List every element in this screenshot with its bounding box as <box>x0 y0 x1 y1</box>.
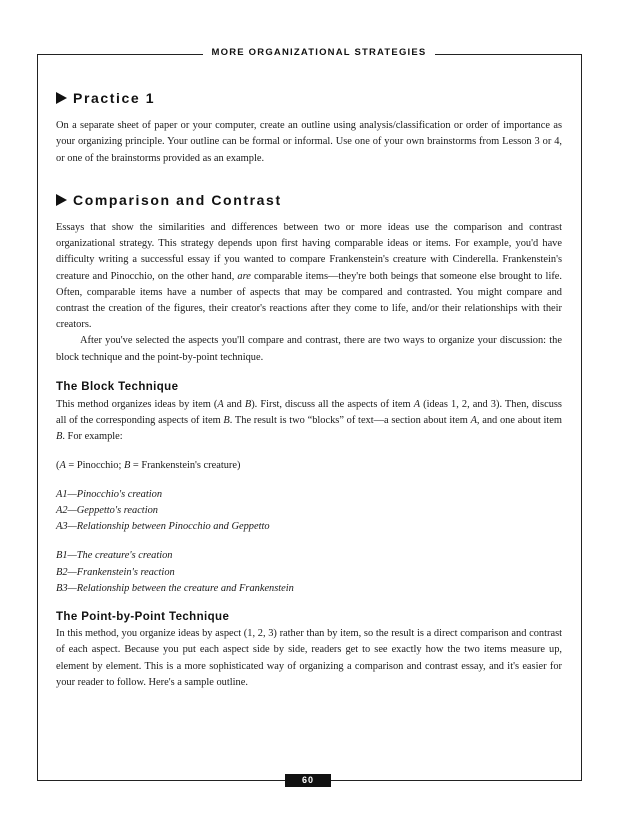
key-text: = Pinocchio; <box>65 459 124 471</box>
outline-item: B3—Relationship between the creature and Frankenstein <box>56 582 294 594</box>
block-item-label: B <box>223 415 230 427</box>
block-item-label: B <box>244 399 252 411</box>
page-content <box>56 90 562 691</box>
block-text: . The result is two “blocks” of text—a section about item <box>229 415 471 427</box>
block-item-label: A <box>413 399 421 411</box>
block-key <box>56 458 562 474</box>
point-heading: The Point-by-Point Technique <box>56 611 230 624</box>
outline-item: B1—The creature's creation <box>56 550 173 562</box>
practice-paragraph: On a separate sheet of paper or your computer, create an outline using analysis/classification or order of importance as your organizing principle. Your outline can be formal or informal. Use one of your own brainstorms from Lesson 3 or 4, or one of the brainstorms provided as an example. <box>56 120 562 164</box>
comparison-text-1: Essays that show the similarities and differences between two or more ideas use the comparison and contrast organizational strategy. This strategy depends upon first having comparable ideas or items. For example, you'd have difficulty writing a successful essay if you wanted to compare Frankenstein's creature with Cinderella. Frankenstein's creature and Pinocchio, on the other hand, <box>56 222 562 282</box>
block-text: and <box>223 399 245 411</box>
comparison-paragraph <box>56 220 562 333</box>
outline-item: A2—Geppetto's reaction <box>56 505 158 517</box>
block-item-label: B <box>56 431 63 443</box>
outline-item: A1—Pinocchio's creation <box>56 488 163 500</box>
comparison-text-2: comparable items—they're both beings that someone else brought to life. Often, comparable items have a number of aspects that may be compared and contrasted. You might compare and contrast the creation of the figures, their creator's reactions after they come to life, and/or their relationships with their creators. <box>56 270 562 331</box>
outline-block-a <box>56 487 562 536</box>
comparison-paragraph-2: After you've selected the aspects you'll compare and contrast, there are two ways to organize your discussion: the block technique and the point-by-point technique. <box>56 335 562 363</box>
block-text: This method organizes ideas by item ( <box>56 399 218 411</box>
outline-block-b <box>56 548 562 597</box>
key-label: B <box>123 459 131 471</box>
running-header-text: MORE ORGANIZATIONAL STRATEGIES <box>203 47 436 58</box>
point-paragraph: In this method, you organize ideas by aspect (1, 2, 3) rather than by item, so the result is a direct comparison and contrast of each aspect. Because you put each aspect side by side, readers get to see exactly how the two items measure up, element by element. This is a more sophisticated way of organizing a comparison and contrast essay, and it's easier for your reader to follow. Here's a sample outline. <box>56 628 562 688</box>
practice-heading <box>56 90 562 106</box>
outline-item: A3—Relationship between Pinocchio and Geppetto <box>56 521 270 533</box>
page-number: 60 <box>285 774 331 787</box>
block-item-label: A <box>217 399 224 411</box>
comparison-emphasis: are <box>237 270 251 282</box>
block-text: ). First, discuss all the aspects of item <box>251 399 414 411</box>
outline-item: B2—Frankenstein's reaction <box>56 566 175 578</box>
block-text: (ideas 1, 2, and 3). Then, discuss all of the corresponding aspects of item <box>56 399 562 427</box>
block-item-label: A <box>470 415 477 427</box>
block-text: , and one about item <box>476 415 562 427</box>
key-label: A <box>59 459 66 471</box>
triangle-bullet-icon <box>56 194 67 206</box>
block-text: . For example: <box>62 431 123 443</box>
key-text: ( <box>56 459 60 471</box>
comparison-heading-text: Comparison and Contrast <box>73 191 282 208</box>
triangle-bullet-icon <box>56 92 67 104</box>
comparison-heading <box>56 192 562 208</box>
practice-heading-text: Practice 1 <box>73 90 156 106</box>
running-header <box>0 47 638 58</box>
block-heading: The Block Technique <box>56 380 179 393</box>
block-paragraph <box>56 397 562 446</box>
key-text: = Frankenstein's creature) <box>130 459 241 471</box>
